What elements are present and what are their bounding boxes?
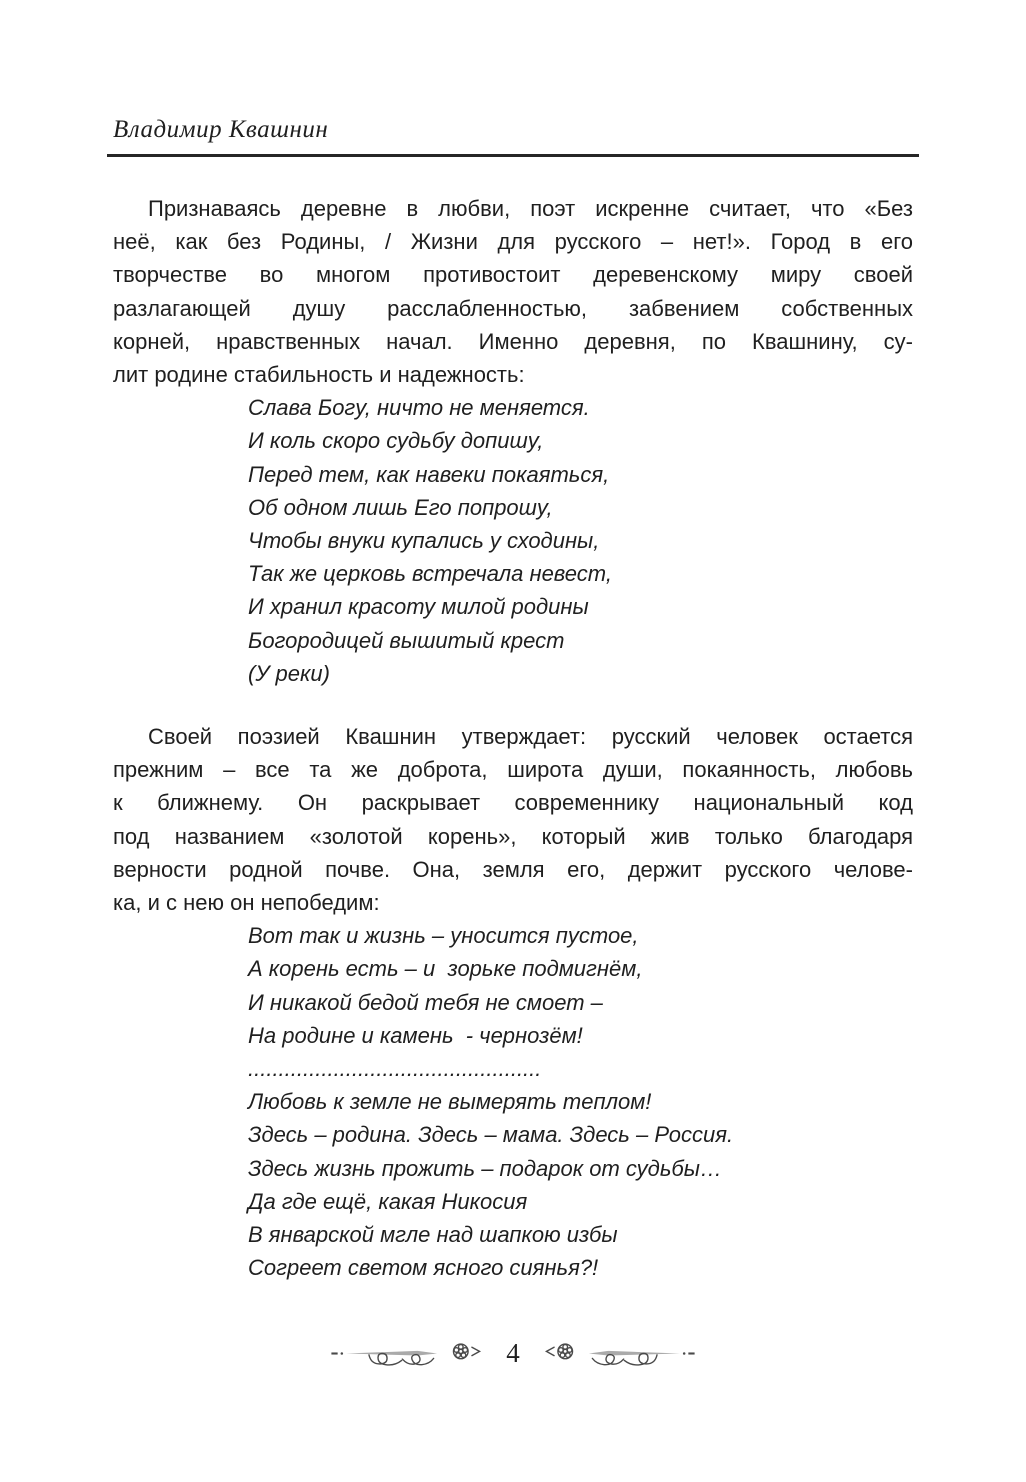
running-header-author: Владимир Квашнин — [113, 116, 329, 143]
page-body — [113, 192, 913, 1285]
text-line: прежним – все та же доброта, широта души, покаянность, любовь — [113, 757, 913, 783]
text-line: На родине и камень - чернозём! — [248, 1022, 583, 1048]
text-line: Здесь жизнь прожить – подарок от судьбы… — [248, 1155, 722, 1181]
text-line: неё, как без Родины, / Жизни для русского – нет!». Город в его — [113, 229, 913, 255]
text-line: Чтобы внуки купались у сходины, — [248, 528, 600, 554]
text-line: ................................................ — [248, 1056, 542, 1082]
text-line: Своей поэзией Квашнин утверждает: русский человек остается — [148, 724, 913, 750]
text-line: Любовь к земле не вымерять теплом! — [248, 1089, 652, 1115]
page-footer — [113, 1338, 913, 1369]
text-line: разлагающей душу расслабленностью, забвением собственных — [113, 295, 913, 321]
text-line: Согреет светом ясного сиянья?! — [248, 1255, 599, 1281]
poem-2 — [248, 919, 913, 1284]
poem-1 — [248, 391, 913, 690]
footer-ornament-left — [330, 1338, 490, 1369]
text-line: И хранил красоту милой родины — [248, 594, 589, 620]
paragraph-2 — [113, 720, 913, 919]
text-line: А корень есть – и зорьке подмигнём, — [248, 956, 643, 982]
text-line: Да где ещё, какая Никосия — [248, 1188, 528, 1214]
text-line: лит родине стабильность и надежность: — [113, 362, 525, 388]
text-line: И коль скоро судьбу допишу, — [248, 428, 544, 454]
text-line: корней, нравственных начал. Именно деревня, по Квашнину, су- — [113, 328, 913, 354]
text-line: Признаваясь деревне в любви, поэт искренне считает, что «Без — [148, 196, 913, 221]
text-line: (У реки) — [248, 660, 330, 686]
text-line: под названием «золотой корень», который жив только благодаря — [113, 823, 913, 849]
text-line: ка, и с нею он непобедим: — [113, 890, 380, 916]
text-line: Перед тем, как навеки покаяться, — [248, 461, 610, 487]
text-line: Богородицей вышитый крест — [248, 627, 565, 653]
running-header — [113, 116, 913, 157]
text-line: творчестве во многом противостоит деревенскому миру своей — [113, 262, 913, 288]
text-line: Слава Богу, ничто не меняется. — [248, 395, 590, 421]
text-line: Вот так и жизнь – уносится пустое, — [248, 923, 639, 949]
header-rule — [107, 154, 919, 157]
text-line: к ближнему. Он раскрывает современнику национальный код — [113, 790, 913, 816]
page-number: 4 — [506, 1338, 520, 1368]
text-line: верности родной почве. Она, земля его, держит русского челове- — [113, 856, 913, 882]
footer-ornament-right — [536, 1338, 696, 1369]
text-line: Об одном лишь Его попрошу, — [248, 494, 553, 520]
text-line: Здесь – родина. Здесь – мама. Здесь – Россия. — [248, 1122, 734, 1148]
text-line: И никакой бедой тебя не смоет – — [248, 989, 603, 1015]
text-line: В январской мгле над шапкою избы — [248, 1222, 618, 1248]
paragraph-1 — [113, 192, 913, 391]
text-line: Так же церковь встречала невест, — [248, 561, 612, 587]
